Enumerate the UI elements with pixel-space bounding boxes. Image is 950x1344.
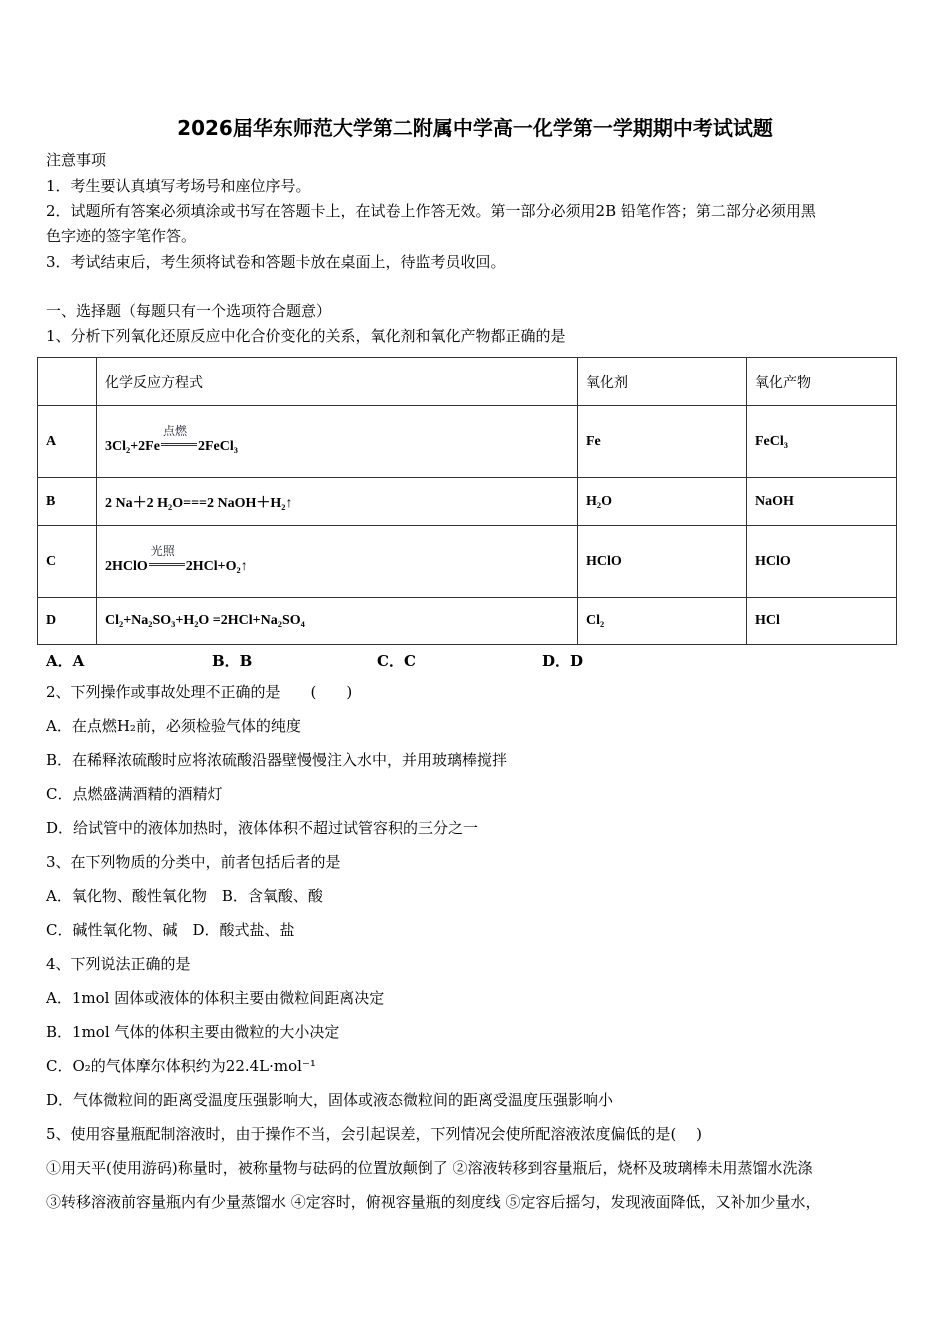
oxidation-product: HClO [747,526,897,598]
row-label: D [38,598,97,645]
question-line: ③转移溶液前容量瓶内有少量蒸馏水 ④定容时，俯视容量瓶的刻度线 ⑤定容后摇匀，发现液面降低，又补加少量水， [46,1193,821,1211]
equation: 2 Na＋2 H₂O===2 NaOH＋H₂↑ [97,478,578,526]
notice-item: 2．试题所有答案必须填涂或书写在答题卡上，在试卷上作答无效。第一部分必须用2B 铅笔作答；第二部分必须用黑 [46,202,816,220]
oxidation-product: FeCl₃ [747,406,897,478]
row-label: C [38,526,97,598]
question-line: A．氧化物、酸性氧化物 B．含氧酸、酸 [46,887,323,905]
header-cell: 氧化剂 [578,358,747,406]
table-row [38,598,897,645]
equation [97,406,578,478]
notice-heading: 注意事项 [46,151,107,169]
question-line: ①用天平(使用游码)称量时，被称量物与砝码的位置放颠倒了 ②溶液转移到容量瓶后，烧杯及玻璃棒未用蒸馏水洗涤 [46,1159,813,1177]
eq-left: 3Cl₂+2Fe [105,438,160,454]
question-line: 3、在下列物质的分类中，前者包括后者的是 [46,853,341,871]
oxidation-product: NaOH [747,478,897,526]
condition-text: 点燃 [162,423,187,438]
eq-right: 2HCl+O₂↑ [185,558,248,574]
eq-left: 2HClO [105,558,148,574]
reaction-condition [149,543,185,566]
question-1-stem: 1、分析下列氧化还原反应中化合价变化的关系，氧化剂和氧化产物都正确的是 [46,327,566,345]
oxidant: HClO [578,526,747,598]
reaction-condition [161,423,197,446]
eq-right: 2FeCl₃ [197,438,238,454]
table-row [38,526,897,598]
table-header-row [38,358,897,406]
row-label: A [38,406,97,478]
question-line: C．碱性氧化物、碱 D．酸式盐、盐 [46,921,295,939]
oxidant: Cl₂ [578,598,747,645]
option-d: D．D [542,652,584,670]
header-cell: 氧化产物 [747,358,897,406]
header-cell: 化学反应方程式 [97,358,578,406]
condition-text: 光照 [150,543,175,558]
section-heading: 一、选择题（每题只有一个选项符合题意） [46,302,332,320]
header-cell [38,358,97,406]
reaction-table [37,357,897,645]
notice-item: 色字迹的签字笔作答。 [46,227,197,245]
option-c: C．C [377,652,416,670]
question-line: 4、下列说法正确的是 [46,955,191,973]
question-line: C．点燃盛满酒精的酒精灯 [46,785,223,803]
equation [97,526,578,598]
notice-item: 1．考生要认真填写考场号和座位序号。 [46,177,311,195]
page-title: 2026届华东师范大学第二附属中学高一化学第一学期期中考试试题 [177,116,773,140]
oxidant: H₂O [578,478,747,526]
table-row [38,406,897,478]
question-line: B．1mol 气体的体积主要由微粒的大小决定 [46,1023,340,1041]
equation: Cl₂+Na₂SO₃+H₂O =2HCl+Na₂SO₄ [97,598,578,645]
question-line: 2、下列操作或事故处理不正确的是 ( ) [46,683,353,701]
question-line: A．1mol 固体或液体的体积主要由微粒间距离决定 [46,989,385,1007]
table-row [38,478,897,526]
notice-item: 3．考试结束后，考生须将试卷和答题卡放在桌面上，待监考员收回。 [46,253,506,271]
question-line: C．O₂的气体摩尔体积约为22.4L·mol⁻¹ [46,1057,316,1075]
option-a: A．A [46,652,85,670]
row-label: B [38,478,97,526]
question-line: D．给试管中的液体加热时，液体体积不超过试管容积的三分之一 [46,819,479,837]
question-line: B．在稀释浓硫酸时应将浓硫酸沿器壁慢慢注入水中，并用玻璃棒搅拌 [46,751,508,769]
question-line: 5、使用容量瓶配制溶液时，由于操作不当，会引起误差，下列情况会使所配溶液浓度偏低的是( ) [46,1125,703,1143]
oxidation-product: HCl [747,598,897,645]
option-b: B．B [212,652,253,670]
oxidant: Fe [578,406,747,478]
question-line: A．在点燃H₂前，必须检验气体的纯度 [46,717,301,735]
question-line: D．气体微粒间的距离受温度压强影响大，固体或液态微粒间的距离受温度压强影响小 [46,1091,614,1109]
